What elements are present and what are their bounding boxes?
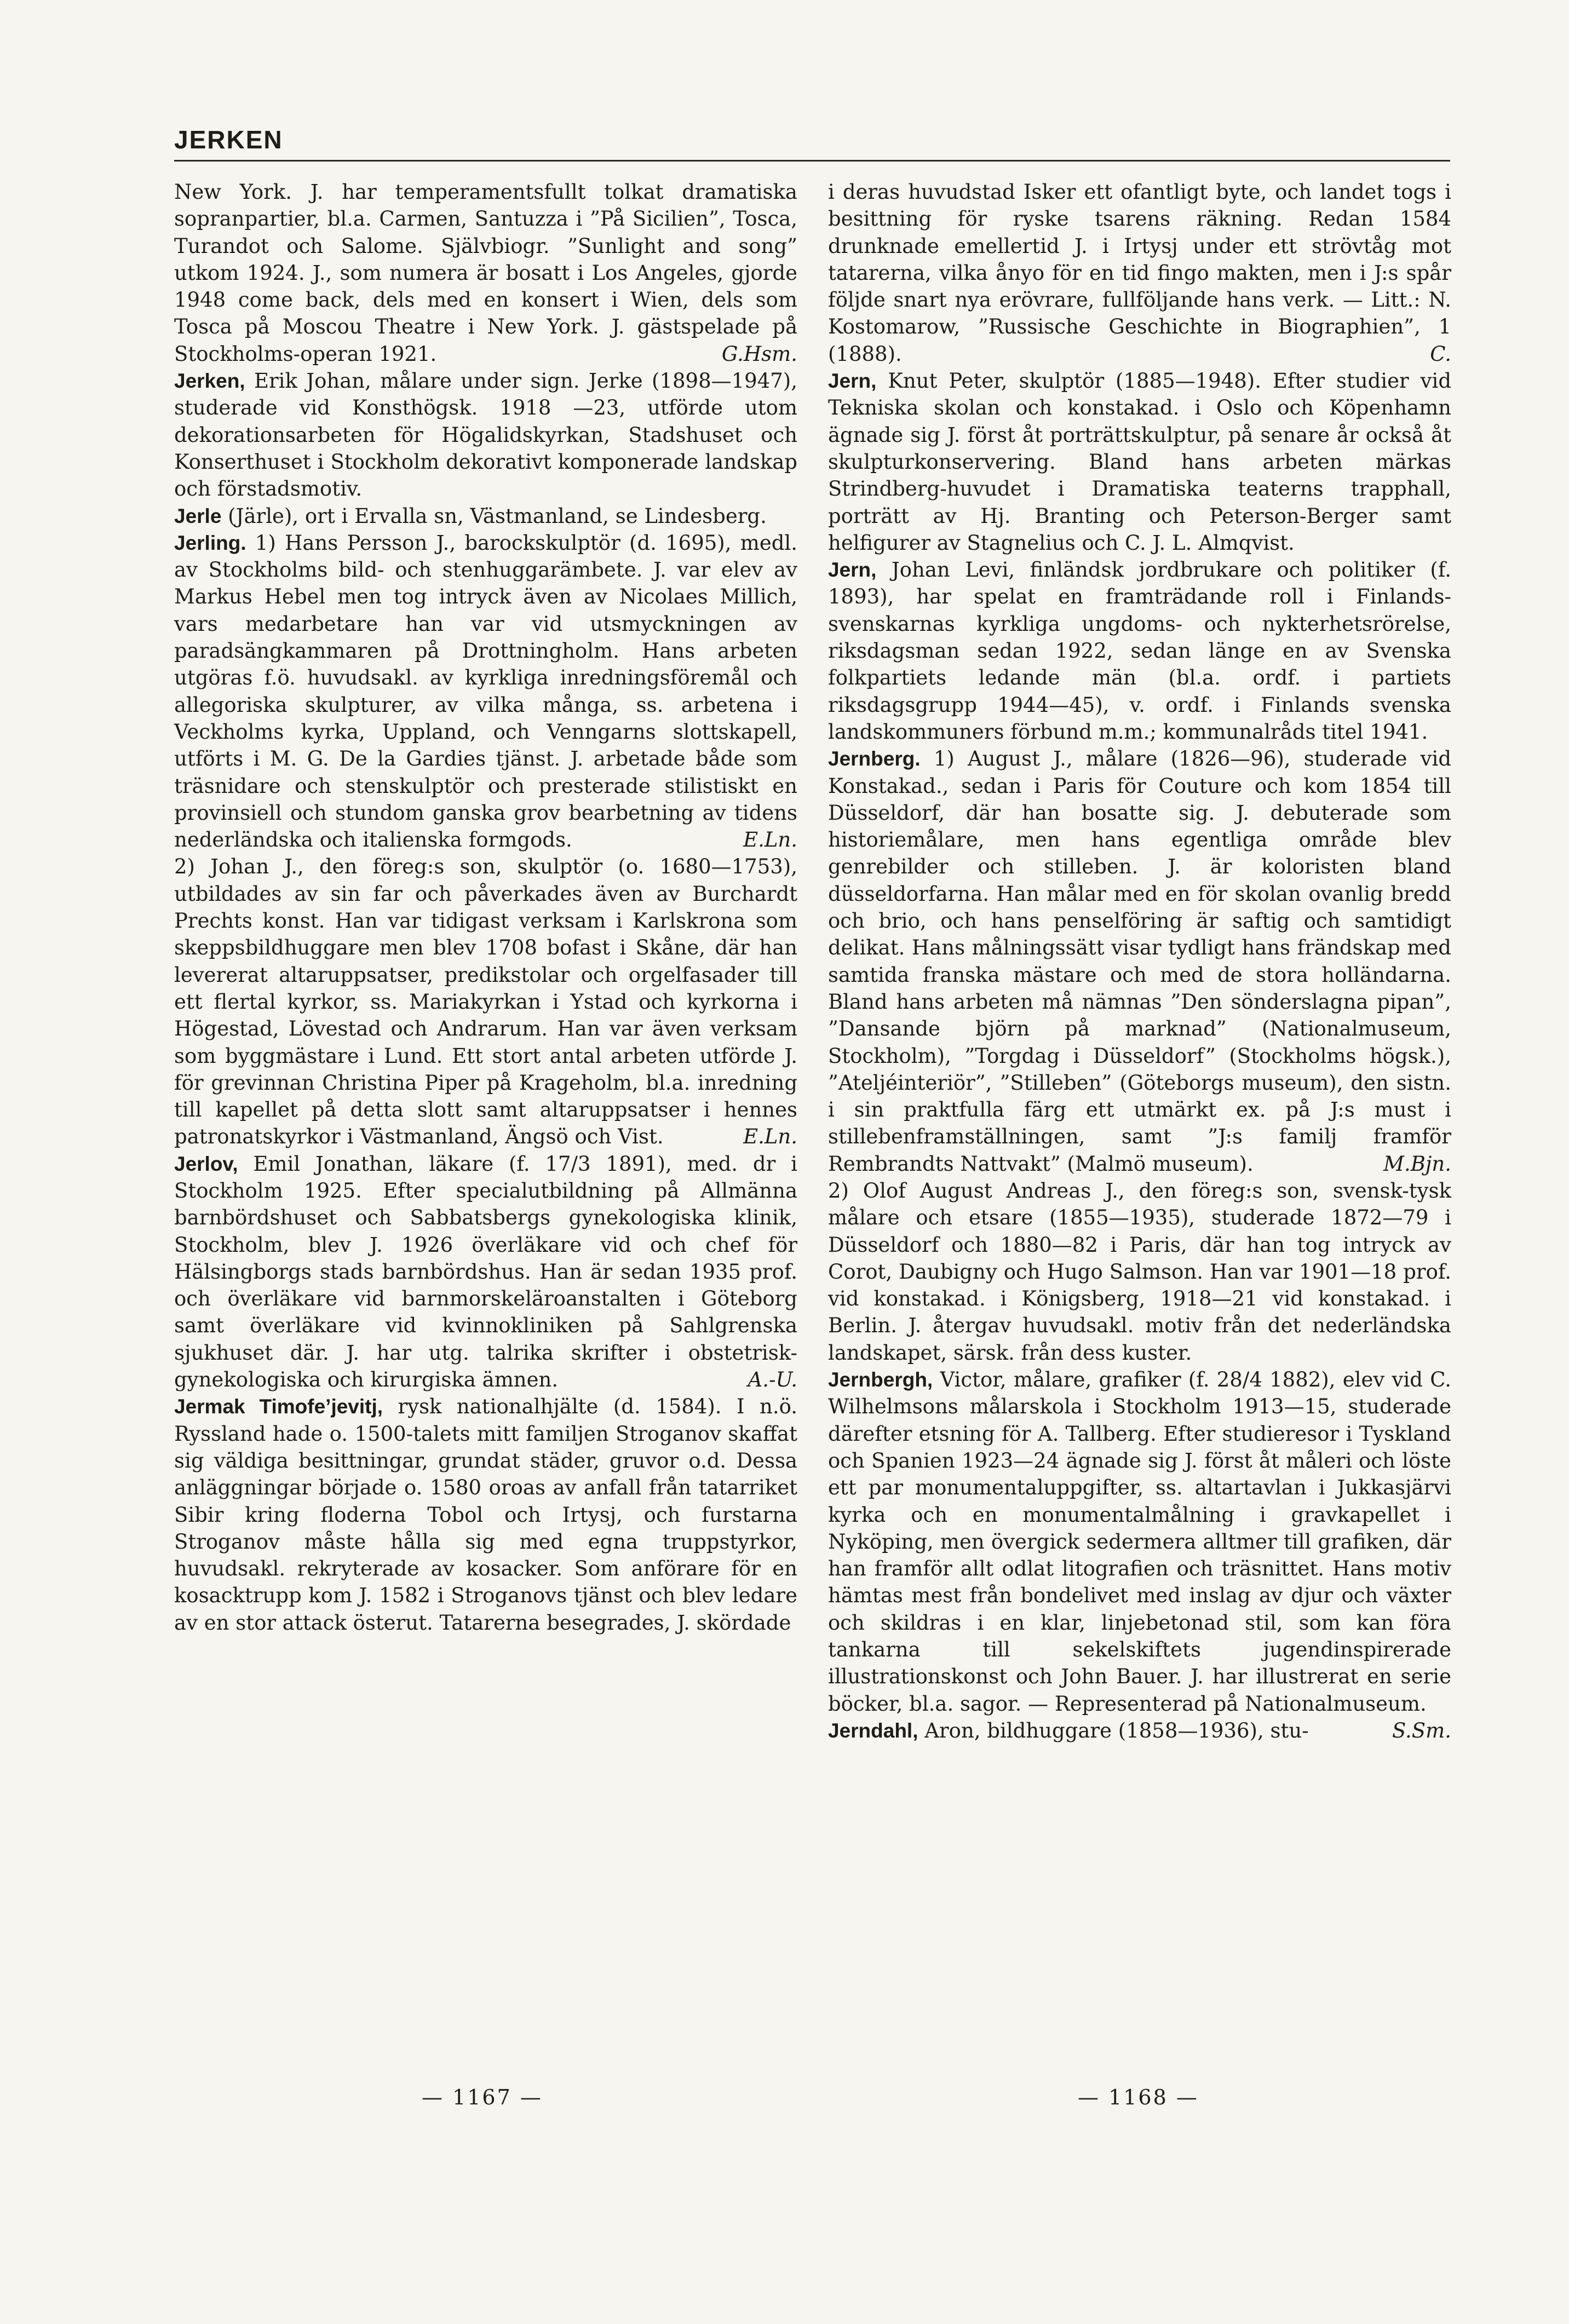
entry-text: 1) August J., målare (1826—96), studerade vid Konstakad., sedan i Paris för Couture och kom 1854 till Düsseldorf, där han bosatte sig. J. debuterade som historiemålare, men hans egentliga område blev genrebilder och stilleben. J. är koloristen bland düsseldorfarna. Han målar med en för skolan ovanlig bredd och brio, och hans penselföring är saftig och samtidigt delikat. Hans målningssätt visar tydligt hans frändskap med samtida franska mästare och med de stora holländarna. Bland hans arbeten må nämnas ”Den sönderslagna pipan”, ”Dansande björn på marknad” (Nationalmuseum, Stockholm), ”Torgdag i Düsseldorf” (Stockholms högsk.), ”Ateljéinteriör”, ”Stilleben” (Göteborgs museum), den sistn. i sin praktfulla färg ett utmärkt ex. på J:s must i stillebenframställningen, samt ”J:s familj framför Rembrandts Nattvakt” (Malmö museum). [828, 747, 1451, 1176]
entry [174, 530, 797, 854]
entry [174, 1151, 797, 1394]
entry-signature: G.Hsm. [721, 342, 797, 366]
entry-text: Johan Levi, finländsk jordbrukare och politiker (f. 1893), har spelat en framträdande roll i Finlands-svenskarnas kyrkliga ungdoms- och nykterhetsrörelse, riksdagsman sedan 1922, sedan länge en av Svenska folkpartiets ledande män (bl.a. ordf. i partiets riksdagsgrupp 1944—45), v. ordf. i Finlands svenska landskommuners förbund m.m.; kommunalråds titel 1941. [828, 558, 1451, 744]
entry-text: Emil Jonathan, läkare (f. 17/3 1891), med. dr i Stockholm 1925. Efter specialutbildning på Allmänna barnbördshuset och Sabbatsbergs gynekologiska klinik, Stockholm, blev J. 1926 överläkare vid och chef för Hälsingborgs stads barnbördshus. Han är sedan 1935 prof. och överläkare vid barnmorskeläroanstalten i Göteborg samt överläkare vid kvinnokliniken på Sahlgrenska sjukhuset där. J. har utg. talrika skrifter i obstetrisk-gynekologiska och kirurgiska ämnen. [174, 1152, 797, 1392]
entry-lemma: Jerlov, [174, 1152, 238, 1175]
entry-text: (Järle), ort i Ervalla sn, Västmanland, se Lindesberg. [221, 504, 767, 528]
entry [174, 853, 797, 1150]
entry [174, 367, 797, 502]
entry-text: Knut Peter, skulptör (1885—1948). Efter studier vid Tekniska skolan och konstakad. i Oslo och Köpenhamn ägnade sig J. först åt porträttskulptur, på senare år också åt skulpturkonservering. Bland hans arbeten märkas Strindberg-huvudet i Dramatiska teaterns trapphall, porträtt av Hj. Branting och Peterson-Berger samt helfigurer av Stagnelius och C. J. L. Almqvist. [828, 369, 1451, 555]
entry-signature: E.Ln. [743, 1125, 797, 1149]
entry-signature: E.Ln. [743, 828, 797, 852]
entry-lemma: Jerle [174, 504, 222, 527]
entry [828, 556, 1451, 745]
entry-lemma: Jerling. [174, 531, 246, 554]
entry-text: 1) Hans Persson J., barockskulptör (d. 1695), medl. av Stockholms bild- och stenhuggarämbete. J. var elev av Markus Hebel men tog intryck även av Nicolaes Millich, vars medarbetare han var vid utsmyckningen av paradsängkammaren på Drottningholm. Hans arbeten utgöras f.ö. huvudsakl. av kyrkliga inredningsföremål och allegoriska skulpturer, av vilka många, ss. arbetena i Veckholms kyrka, Uppland, och Venngarns slottskapell, utförts i M. G. De la Gardies tjänst. J. arbetade både som träsnidare och stenskulptör och presterade stilistiskt en provinsiell och stundom ganska grov bearbetning av tidens nederländska och italienska formgods. [174, 531, 797, 852]
entry-signature: S.Sm. [1392, 1718, 1451, 1742]
entry [174, 503, 797, 530]
entry-lemma: Jerndahl, [828, 1719, 918, 1742]
entry-text: rysk nationalhjälte (d. 1584). I n.ö. Ryssland hade o. 1500-talets mitt familjen Stroganov skaffat sig väldiga besittningar, grundat städer, gruvor o.d. Dessa anläggningar började o. 1580 oroas av anfall från tatarriket Sibir kring floderna Tobol och Irtysj, och furstarna Stroganov måste hålla sig med egna truppstyrkor, huvudsakl. rekryterade av kosacker. Som anförare för en kosacktrupp kom J. 1582 i Stroganovs tjänst och blev ledare av en stor attack österut. Tatarerna besegrades, J. skördade [174, 1395, 797, 1635]
entry-lemma: Jermak Timofe’jevitj, [174, 1395, 383, 1418]
page-number-right: — 1168 — [1078, 2085, 1199, 2109]
right-column [828, 179, 1451, 1744]
entry-signature: M.Bjn. [1383, 1152, 1451, 1176]
header-rule [174, 160, 1450, 162]
entry [174, 179, 797, 367]
left-column [174, 179, 797, 1636]
entry-signature: A.-U. [748, 1368, 797, 1392]
entry [174, 1393, 797, 1636]
entry [828, 367, 1451, 556]
entry-text: 2) Olof August Andreas J., den föreg:s son, svensk-tysk målare och etsare (1855—1935), studerade 1872—79 i Düsseldorf och 1880—82 i Paris, där han tog intryck av Corot, Daubigny och Hugo Salmson. Han var 1901—18 prof. vid konstakad. i Königsberg, 1918—21 vid konstakad. i Berlin. J. återgav huvudsakl. motiv från det nederländska landskapet, särsk. från dess kuster. [828, 1178, 1451, 1365]
entry-text: 2) Johan J., den föreg:s son, skulptör (o. 1680—1753), utbildades av sin far och påverkades även av Burchardt Prechts konst. Han var tidigast verksam i Karlskrona som skeppsbildhuggare men blev 1708 bofast i Skåne, där han levererat altaruppsatser, predikstolar och orgelfasader till ett flertal kyrkor, ss. Mariakyrkan i Ystad och kyrkorna i Högestad, Lövestad och Andrarum. Han var även verksam som byggmästare i Lund. Ett stort antal arbeten utförde J. för grevinnan Christina Piper på Krageholm, bl.a. inredning till kapellet på detta slott samt altaruppsatser i hennes patronatskyrkor i Västmanland, Ängsö och Vist. [174, 855, 797, 1149]
entry-signature: C. [1430, 342, 1451, 366]
entry-text: Victor, målare, grafiker (f. 28/4 1882), elev vid C. Wilhelmsons målarskola i Stockholm 1913—15, studerade därefter etsning för A. Tallberg. Efter studieresor i Tyskland och Spanien 1923—24 ägnade sig J. först åt måleri och löste ett par monumentaluppgifter, ss. altartavlan i Jukkasjärvi kyrka och en monumentalmålning i gravkapellet i Nyköping, men övergick sedermera alltmer till grafiken, där han framför allt odlat litografien och träsnittet. Hans motiv hämtas mest från bondelivet med inslag av djur och växter och skildras i en klar, linjebetonad stil, som kan föra tankarna till sekelskiftets jugendinspirerade illustrationskonst och John Bauer. J. har illustrerat en serie böcker, bl.a. sagor. — Representerad på Nationalmuseum. [828, 1368, 1451, 1716]
entry-text: i deras huvudstad Isker ett ofantligt byte, och landet togs i besittning för ryske tsarens räkning. Redan 1584 drunknade emellertid J. i Irtysj under ett strövtåg mot tatarerna, vilka ånyo för en tid fingo makten, men i J:s spår följde snart nya erövrare, fullföljande hans verk. — Litt.: N. Kostomarow, ”Russische Geschichte in Biographien”, 1 (1888). [828, 180, 1451, 366]
page-number-left: — 1167 — [422, 2085, 543, 2109]
entry-lemma: Jern, [828, 559, 877, 582]
entry-text: New York. J. har temperamentsfullt tolkat dramatiska sopranpartier, bl.a. Carmen, Santuzza i ”På Sicilien”, Tosca, Turandot och Salome. Självbiogr. ”Sunlight and song” utkom 1924. J., som numera är bosatt i Los Angeles, gjorde 1948 come back, dels med en konsert i Wien, dels som Tosca på Moscou Theatre i New York. J. gästspelade på Stockholms-operan 1921. [174, 180, 797, 366]
entry [828, 1717, 1451, 1744]
running-head: JERKEN [174, 125, 283, 154]
entry [828, 179, 1451, 367]
entry [828, 745, 1451, 1177]
entry [828, 1177, 1451, 1366]
entry-lemma: Jerken, [174, 370, 245, 393]
entry-text: Erik Johan, målare under sign. Jerke (1898—1947), studerade vid Konsthögsk. 1918 —23, utförde utom dekorationsarbeten för Högalidskyrkan, Stadshuset och Konserthuset i Stockholm dekorativt komponerade landskap och förstadsmotiv. [174, 369, 797, 501]
entry-lemma: Jernbergh, [828, 1368, 933, 1391]
entry-text: Aron, bildhuggare (1858—1936), stu- [918, 1718, 1309, 1742]
entry-lemma: Jern, [828, 370, 877, 393]
entry-lemma: Jernberg. [828, 747, 921, 770]
